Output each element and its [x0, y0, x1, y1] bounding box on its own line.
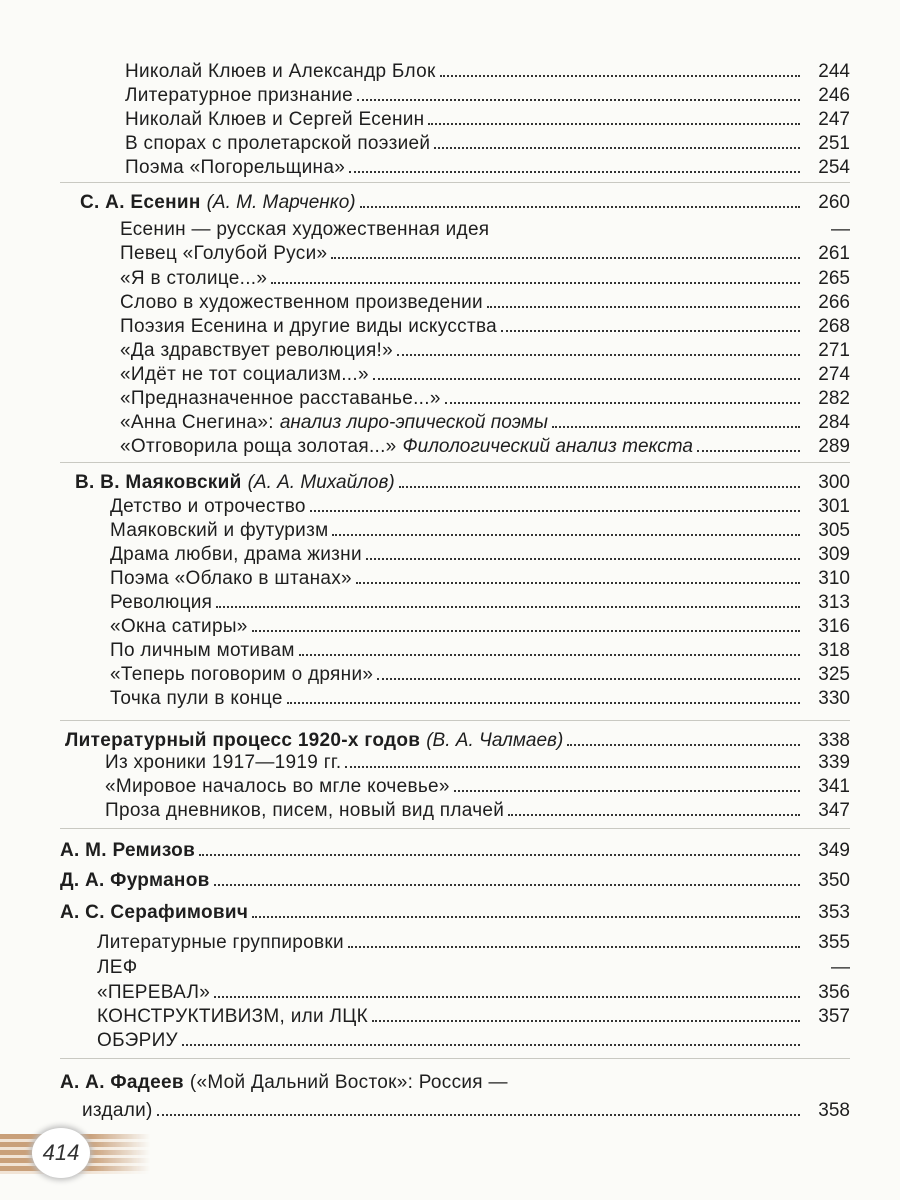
dot-leader: [271, 282, 800, 284]
toc-entry-page: 355: [818, 932, 850, 953]
toc-entry-title: Певец «Голубой Руси»: [120, 243, 328, 264]
toc-entry-author: (А. М. Марченко): [206, 192, 356, 213]
toc-entry[interactable]: [0, 107, 850, 133]
toc-entry-title: Николай Клюев и Александр Блок: [125, 61, 436, 82]
toc-entry[interactable]: [0, 266, 850, 292]
toc-entry-page: 268: [818, 316, 850, 337]
dot-leader: [360, 206, 800, 208]
dot-leader: [357, 99, 800, 101]
toc-entry-title: «Да здравствует революция!»: [120, 340, 393, 361]
toc-entry-page: 350: [818, 870, 850, 891]
toc-entry[interactable]: [0, 1028, 850, 1054]
dot-leader: [345, 766, 800, 768]
dot-leader: [310, 510, 800, 512]
toc-entry[interactable]: [0, 980, 850, 1006]
toc-entry-page: 358: [818, 1100, 850, 1121]
dot-leader: [216, 606, 800, 608]
toc-entry-author: (В. А. Чалмаев): [426, 730, 564, 751]
toc-entry-title: Поэзия Есенина и другие виды искусства: [120, 316, 497, 337]
toc-entry-page: 260: [818, 192, 850, 213]
dot-leader: [373, 378, 800, 380]
toc-entry-title: «Окна сатиры»: [110, 616, 248, 637]
toc-entry-title: «Анна Снегина»:: [120, 412, 274, 433]
toc-entry[interactable]: [0, 131, 850, 157]
dot-leader: [508, 814, 800, 816]
toc-entry-title: Детство и отрочество: [110, 496, 306, 517]
dot-leader: [445, 402, 800, 404]
dot-leader: [697, 450, 800, 452]
toc-entry-page: 341: [818, 776, 850, 797]
toc-entry-page: 247: [818, 109, 850, 130]
toc-entry-title: Николай Клюев и Сергей Есенин: [125, 109, 425, 130]
toc-entry-page: 261: [818, 243, 850, 264]
toc-entry-title: Д. А. Фурманов: [60, 870, 210, 891]
toc-entry-page: 246: [818, 85, 850, 106]
toc-entry-title: ОБЭРИУ: [97, 1030, 178, 1051]
toc-entry-title: ЛЕФ: [97, 957, 138, 978]
toc-entry[interactable]: [0, 338, 850, 364]
dot-leader: [501, 330, 800, 332]
toc-entry[interactable]: [0, 290, 850, 316]
toc-entry-page: 300: [818, 472, 850, 493]
toc-entry-title: Революция: [110, 592, 213, 613]
toc-entry-title: «Отговорила роща золотая...»: [120, 436, 397, 457]
toc-entry[interactable]: [0, 470, 850, 496]
toc-entry[interactable]: [0, 686, 850, 712]
toc-entry[interactable]: [0, 955, 850, 981]
toc-entry-page: 244: [818, 61, 850, 82]
dot-leader: [377, 678, 800, 680]
toc-entry[interactable]: [0, 638, 850, 664]
toc-entry-page: 301: [818, 496, 850, 517]
toc-entry[interactable]: [0, 1070, 850, 1096]
dot-leader: [487, 306, 800, 308]
toc-entry[interactable]: [0, 83, 850, 109]
dot-leader: [434, 147, 800, 149]
toc-entry-page: 310: [818, 568, 850, 589]
toc-entry-page: 265: [818, 268, 850, 289]
dot-leader: [399, 486, 800, 488]
dot-leader: [348, 946, 800, 948]
toc-entry-title: По личным мотивам: [110, 640, 295, 661]
toc-entry-author: (А. А. Михайлов): [247, 472, 395, 493]
toc-entry-title: «ПЕРЕВАЛ»: [97, 982, 211, 1003]
toc-entry-title: С. А. Есенин: [80, 192, 201, 213]
toc-entry[interactable]: [0, 314, 850, 340]
section-divider: [60, 462, 850, 463]
dot-leader: [372, 1020, 800, 1022]
toc-entry[interactable]: [0, 774, 850, 800]
dot-leader: [567, 744, 800, 746]
toc-entry-page: 356: [818, 982, 850, 1003]
dot-leader: [552, 426, 800, 428]
toc-entry-author: анализ лиро-эпической поэмы: [279, 412, 548, 433]
toc-entry-title: А. С. Серафимович: [60, 902, 249, 923]
toc-entry[interactable]: [0, 386, 850, 412]
toc-entry-page: 289: [818, 436, 850, 457]
toc-entry[interactable]: [0, 590, 850, 616]
toc-entry-page: 353: [818, 902, 850, 923]
toc-entry-title: «Идёт не тот социализм...»: [120, 364, 369, 385]
dot-leader: [214, 884, 800, 886]
toc-entry[interactable]: [0, 434, 850, 460]
toc-entry-title: Драма любви, драма жизни: [110, 544, 362, 565]
toc-entry-title: «Теперь поговорим о дряни»: [110, 664, 374, 685]
toc-entry-page: 357: [818, 1006, 850, 1027]
toc-entry[interactable]: [0, 614, 850, 640]
toc-entry-title: В. В. Маяковский: [75, 472, 242, 493]
toc-entry-title: Поэма «Облако в штанах»: [110, 568, 352, 589]
toc-entry-page: 284: [818, 412, 850, 433]
toc-entry[interactable]: [0, 900, 850, 926]
dot-leader: [287, 702, 800, 704]
toc-entry-title: Слово в художественном произведении: [120, 292, 483, 313]
dot-leader: [454, 790, 800, 792]
toc-entry[interactable]: [0, 750, 850, 776]
toc-entry-page: 309: [818, 544, 850, 565]
toc-entry[interactable]: [0, 838, 850, 864]
toc-entry[interactable]: [0, 155, 850, 181]
toc-entry[interactable]: [0, 930, 850, 956]
dot-leader: [428, 123, 800, 125]
toc-entry[interactable]: [0, 798, 850, 824]
toc-entry-page: 251: [818, 133, 850, 154]
toc-entry-subtitle: («Мой Дальний Восток»: Россия —: [189, 1072, 508, 1093]
dot-leader: [299, 654, 800, 656]
dot-leader: [332, 534, 800, 536]
dot-leader: [252, 630, 800, 632]
dot-leader: [214, 996, 800, 998]
toc-entry-title: Литературное признание: [125, 85, 354, 106]
toc-entry[interactable]: [0, 518, 850, 544]
toc-entry[interactable]: [0, 494, 850, 520]
toc-entry-title: «Мировое началось во мгле кочевье»: [105, 776, 450, 797]
dot-leader: [440, 75, 800, 77]
dot-leader: [349, 171, 800, 173]
dot-leader: [157, 1114, 800, 1116]
section-divider: [60, 182, 850, 183]
dot-leader: [356, 582, 800, 584]
toc-entry-page: 349: [818, 840, 850, 861]
section-divider: [60, 828, 850, 829]
toc-entry-page: 305: [818, 520, 850, 541]
toc-entry-page: 318: [818, 640, 850, 661]
toc-entry-page: 347: [818, 800, 850, 821]
toc-entry[interactable]: [0, 362, 850, 388]
toc-entry-page: —: [831, 957, 850, 978]
toc-entry-page: 330: [818, 688, 850, 709]
dot-leader: [331, 257, 800, 259]
toc-entry[interactable]: [0, 59, 850, 85]
toc-entry-title: «Предназначенное расставанье...»: [120, 388, 441, 409]
section-divider: [60, 720, 850, 721]
toc-entry-page: 339: [818, 752, 850, 773]
toc-entry-author: Филологический анализ текста: [402, 436, 693, 457]
toc-entry[interactable]: [0, 662, 850, 688]
toc-entry[interactable]: [0, 410, 850, 436]
toc-entry-title: Литературные группировки: [97, 932, 344, 953]
toc-entry[interactable]: [0, 241, 850, 267]
toc-entry-title: Проза дневников, писем, новый вид плачей: [105, 800, 505, 821]
toc-entry-title: А. А. Фадеев: [60, 1072, 184, 1093]
page-number-badge: [0, 1128, 160, 1178]
toc-entry-continuation[interactable]: [0, 1098, 850, 1124]
section-divider: [60, 1058, 850, 1059]
toc-entry-page: 274: [818, 364, 850, 385]
toc-entry-title: «Я в столице...»: [120, 268, 268, 289]
toc-entry[interactable]: [0, 1004, 850, 1030]
toc-entry-page: 316: [818, 616, 850, 637]
toc-entry[interactable]: [0, 868, 850, 894]
page-number: 414: [32, 1128, 90, 1178]
toc-entry-page: 325: [818, 664, 850, 685]
toc-entry-title: А. М. Ремизов: [60, 840, 196, 861]
toc-entry-page: —: [831, 219, 850, 240]
toc-entry-page: 338: [818, 730, 850, 751]
dot-leader: [366, 558, 800, 560]
dot-leader: [182, 1044, 800, 1046]
dot-leader: [199, 854, 800, 856]
toc-entry[interactable]: [0, 190, 850, 216]
toc-entry-title: Литературный процесс 1920-х годов: [65, 730, 421, 751]
toc-entry-page: 254: [818, 157, 850, 178]
toc-entry-title: Маяковский и футуризм: [110, 520, 329, 541]
toc-entry-title: Поэма «Погорельщина»: [125, 157, 346, 178]
toc-entry-page: 271: [818, 340, 850, 361]
toc-entry-page: 313: [818, 592, 850, 613]
dot-leader: [252, 916, 800, 918]
toc-entry-title: Из хроники 1917—1919 гг.: [105, 752, 342, 773]
toc-entry-title: Есенин — русская художественная идея: [120, 219, 490, 240]
toc-entry[interactable]: [0, 566, 850, 592]
toc-entry-title: Точка пули в конце: [110, 688, 283, 709]
toc-entry-page: 266: [818, 292, 850, 313]
toc-entry-title: КОНСТРУКТИВИЗМ, или ЛЦК: [97, 1006, 368, 1027]
toc-entry-title-continued: издали): [82, 1100, 153, 1121]
toc-entry[interactable]: [0, 542, 850, 568]
toc-entry[interactable]: [0, 217, 850, 243]
toc-entry-title: В спорах с пролетарской поэзией: [125, 133, 431, 154]
dot-leader: [397, 354, 800, 356]
toc-entry-page: 282: [818, 388, 850, 409]
